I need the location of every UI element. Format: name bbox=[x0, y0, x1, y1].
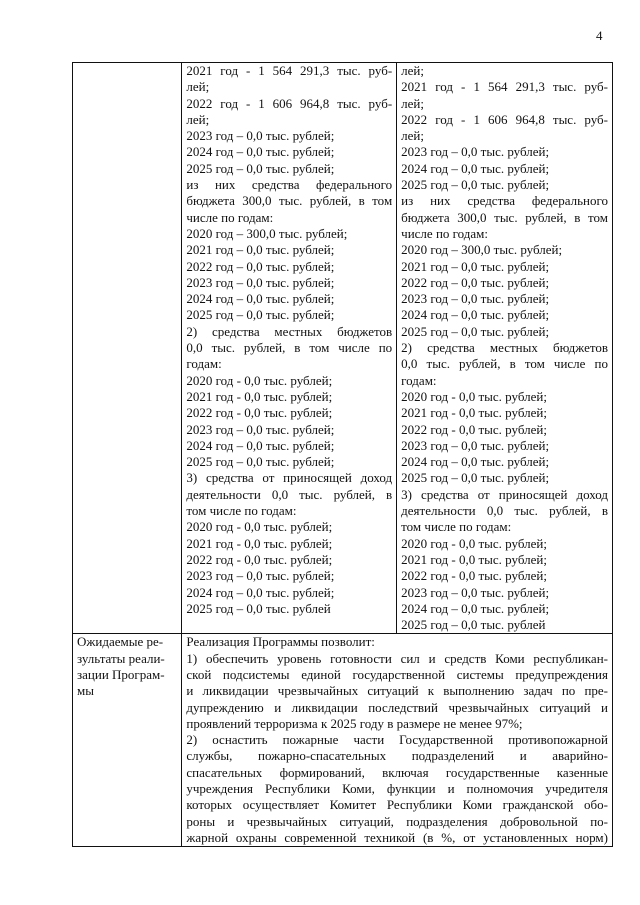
funding-line: 3) средства от приносящей доход bbox=[401, 486, 608, 502]
funding-line: 2023 год – 0,0 тыс. рублей; bbox=[186, 128, 335, 144]
results-label-line: зультаты реали- bbox=[77, 650, 165, 666]
results-text-line: дупреждению и ликвидации последствий чрезвычайных ситуаций и bbox=[186, 699, 608, 715]
funding-line: 2024 год – 0,0 тыс. рублей; bbox=[186, 437, 335, 453]
funding-line: 2024 год – 0,0 тыс. рублей; bbox=[401, 160, 550, 176]
results-row bbox=[73, 634, 613, 847]
results-text-cell bbox=[182, 634, 613, 847]
funding-line: лей; bbox=[401, 128, 424, 144]
funding-line: 2021 год - 0,0 тыс. рублей; bbox=[401, 551, 547, 567]
funding-line: 2025 год – 0,0 тыс. рублей; bbox=[401, 323, 550, 339]
funding-row bbox=[73, 63, 613, 634]
funding-line: из них средства федерального bbox=[186, 177, 393, 193]
funding-line: 2022 год - 0,0 тыс. рублей; bbox=[186, 405, 333, 421]
funding-line: 2024 год – 0,0 тыс. рублей; bbox=[401, 600, 550, 616]
funding-line: деятельности 0,0 тыс. рублей, в bbox=[401, 503, 608, 519]
funding-line: 2020 год - 0,0 тыс. рублей; bbox=[401, 388, 547, 404]
funding-line: 2024 год – 0,0 тыс. рублей; bbox=[186, 144, 335, 160]
funding-line: 2020 год - 0,0 тыс. рублей; bbox=[186, 519, 333, 535]
funding-line: из них средства федерального bbox=[401, 193, 608, 209]
funding-line: 2023 год – 0,0 тыс. рублей; bbox=[186, 274, 335, 290]
funding-line: числе по годам: bbox=[401, 225, 489, 241]
results-label-line: Ожидаемые ре- bbox=[77, 634, 164, 650]
funding-line: 2024 год – 0,0 тыс. рублей; bbox=[186, 291, 335, 307]
funding-line: 2022 год - 0,0 тыс. рублей; bbox=[401, 421, 547, 437]
funding-line: 2022 год - 0,0 тыс. рублей; bbox=[401, 568, 547, 584]
funding-line: 2023 год – 0,0 тыс. рублей; bbox=[401, 584, 550, 600]
funding-line: 2025 год – 0,0 тыс. рублей bbox=[401, 617, 546, 633]
funding-line: 2023 год – 0,0 тыс. рублей; bbox=[186, 568, 335, 584]
results-label-cell bbox=[73, 634, 182, 847]
funding-line: 2) средства местных бюджетов bbox=[401, 340, 608, 356]
funding-line: 2022 год - 1 606 964,8 тыс. руб- bbox=[401, 111, 608, 127]
funding-line: 2024 год – 0,0 тыс. рублей; bbox=[186, 584, 335, 600]
results-text-line: и ликвидации чрезвычайных ситуаций к выполнению задач по пре- bbox=[186, 683, 608, 699]
funding-line: 2023 год – 0,0 тыс. рублей; bbox=[401, 291, 550, 307]
results-text-line: спасательных формирований, включая государственные казенные bbox=[186, 764, 608, 780]
funding-line: лей; bbox=[401, 95, 424, 111]
funding-line: 2023 год – 0,0 тыс. рублей; bbox=[401, 144, 550, 160]
funding-line: годам: bbox=[401, 372, 437, 388]
funding-line: том числе по годам: bbox=[186, 503, 297, 519]
funding-line: 2025 год – 0,0 тыс. рублей; bbox=[401, 470, 550, 486]
results-label-line: зации Програм- bbox=[77, 666, 165, 682]
funding-line: 2020 год – 300,0 тыс. рублей; bbox=[186, 225, 348, 241]
funding-line: 2025 год – 0,0 тыс. рублей bbox=[186, 600, 331, 616]
funding-line: 2) средства местных бюджетов bbox=[186, 323, 393, 339]
funding-line: 0,0 тыс. рублей, в том числе по bbox=[186, 340, 393, 356]
funding-line: 2025 год – 0,0 тыс. рублей; bbox=[186, 160, 335, 176]
funding-line: 2021 год - 0,0 тыс. рублей; bbox=[186, 388, 333, 404]
funding-column-right bbox=[397, 63, 613, 634]
results-text-line: 1) обеспечить уровень готовности сил и средств Коми республикан- bbox=[186, 650, 608, 666]
results-text-line: учреждения Республики Коми, функции и полномочия учредителя bbox=[186, 781, 608, 797]
funding-line: 2022 год - 0,0 тыс. рублей; bbox=[186, 551, 333, 567]
funding-line: 2024 год – 0,0 тыс. рублей; bbox=[401, 454, 550, 470]
results-text-line: роны и чрезвычайных ситуаций, подразделения добровольной по- bbox=[186, 813, 608, 829]
funding-line: 2024 год – 0,0 тыс. рублей; bbox=[401, 307, 550, 323]
funding-line: лей; bbox=[401, 63, 424, 78]
funding-line: 2021 год – 0,0 тыс. рублей; bbox=[401, 258, 550, 274]
results-text-line: службы, пожарно-спасательных подразделений и аварийно- bbox=[186, 748, 608, 764]
funding-line: 2022 год – 0,0 тыс. рублей; bbox=[401, 274, 550, 290]
funding-line: 2022 год - 1 606 964,8 тыс. руб- bbox=[186, 95, 393, 111]
results-text-line: жарной охраны современной техникой (в %, от установленных норм) bbox=[186, 829, 608, 845]
results-text-line: 2) оснастить пожарные части Государственной противопожарной bbox=[186, 732, 608, 748]
funding-line: 2025 год – 0,0 тыс. рублей; bbox=[186, 454, 335, 470]
funding-line: 2023 год – 0,0 тыс. рублей; bbox=[401, 437, 550, 453]
funding-line: 2022 год – 0,0 тыс. рублей; bbox=[186, 258, 335, 274]
funding-line: числе по годам: bbox=[186, 209, 274, 225]
results-text-line: ской подсистемы единой государственной системы предупреждения bbox=[186, 666, 608, 682]
results-text-line: проявлений терроризма к 2025 году в размере не менее 97%; bbox=[186, 715, 523, 731]
results-text-line: которых осуществляет Комитет Республики Коми гражданской обо- bbox=[186, 797, 608, 813]
funding-line: 2021 год – 0,0 тыс. рублей; bbox=[186, 242, 335, 258]
funding-line: бюджета 300,0 тыс. рублей, в том bbox=[186, 193, 393, 209]
funding-line: 2025 год – 0,0 тыс. рублей; bbox=[401, 177, 550, 193]
results-text-line: Реализация Программы позволит: bbox=[186, 634, 375, 650]
funding-line: деятельности 0,0 тыс. рублей, в bbox=[186, 486, 393, 502]
funding-line: лей; bbox=[186, 79, 210, 95]
funding-line: 2020 год - 0,0 тыс. рублей; bbox=[401, 535, 547, 551]
funding-line: 2021 год - 0,0 тыс. рублей; bbox=[186, 535, 333, 551]
funding-line: 2021 год - 1 564 291,3 тыс. руб- bbox=[401, 79, 608, 95]
funding-line: том числе по годам: bbox=[401, 519, 512, 535]
funding-line: годам: bbox=[186, 356, 222, 372]
funding-line: лей; bbox=[186, 111, 210, 127]
funding-line: 3) средства от приносящей доход bbox=[186, 470, 393, 486]
funding-column-left bbox=[182, 63, 397, 634]
results-label-line: мы bbox=[77, 683, 94, 699]
funding-line: 2023 год – 0,0 тыс. рублей; bbox=[186, 421, 335, 437]
funding-label-cell bbox=[73, 63, 182, 634]
funding-line: 2021 год - 1 564 291,3 тыс. руб- bbox=[186, 63, 393, 78]
funding-line: бюджета 300,0 тыс. рублей, в том bbox=[401, 209, 608, 225]
page-number: 4 bbox=[596, 28, 603, 43]
funding-line: 2025 год – 0,0 тыс. рублей; bbox=[186, 307, 335, 323]
funding-line: 2020 год - 0,0 тыс. рублей; bbox=[186, 372, 333, 388]
funding-line: 2020 год – 300,0 тыс. рублей; bbox=[401, 242, 563, 258]
funding-line: 0,0 тыс. рублей, в том числе по bbox=[401, 356, 608, 372]
funding-line: 2021 год - 0,0 тыс. рублей; bbox=[401, 405, 547, 421]
program-passport-table bbox=[72, 62, 613, 847]
